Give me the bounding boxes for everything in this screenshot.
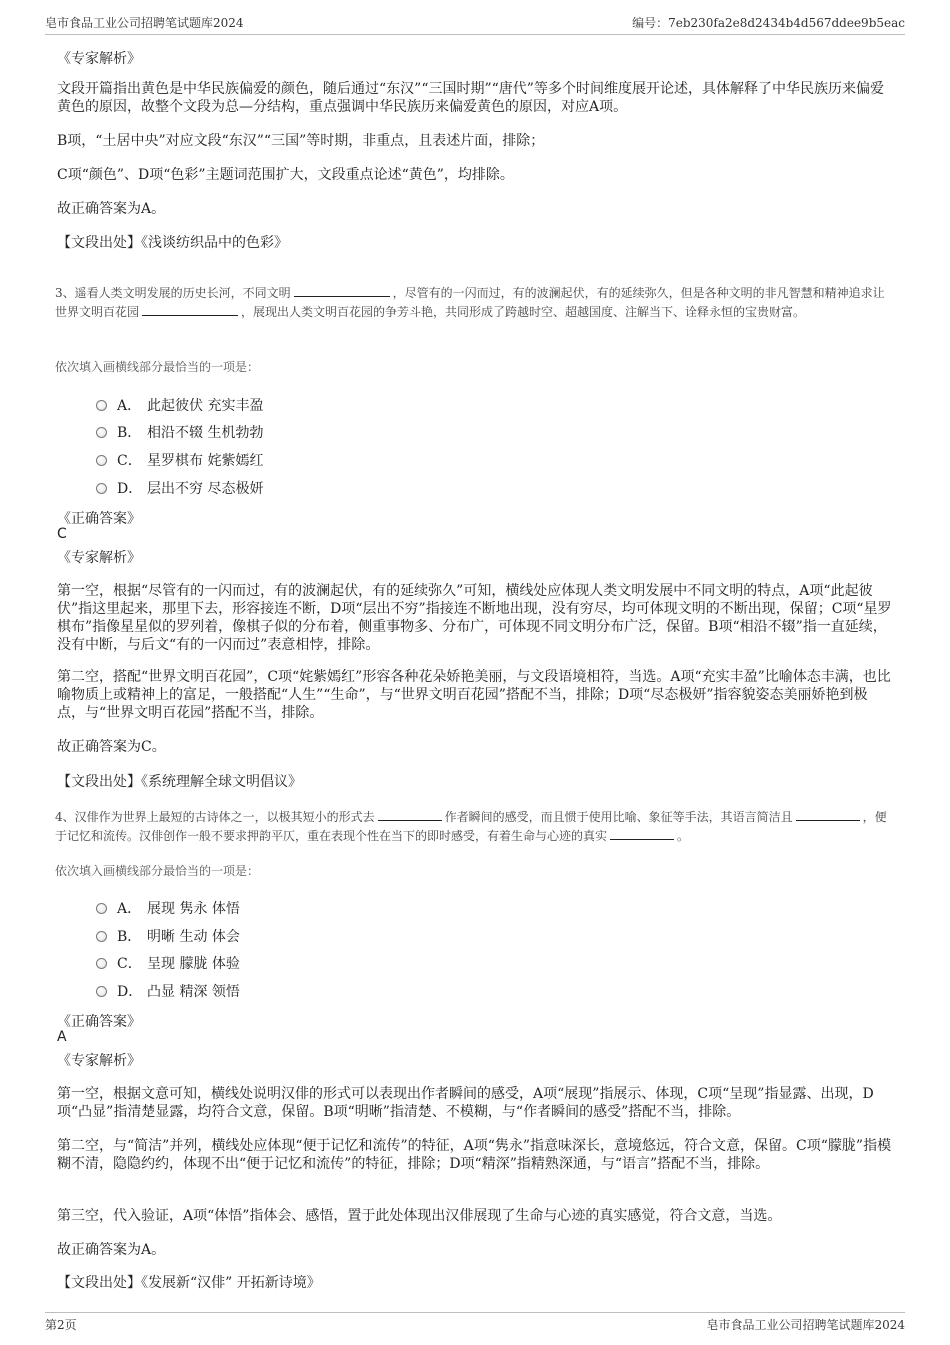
analysis-paragraph: 第二空，搭配“世界文明百花园”，C项“姹紫嫣红”形容各种花朵娇艳美丽，与文段语境相符，当选。A项“充实丰盈”比喻体态丰满，也比喻物质上或精神上的富足，一般搭配“人生”“生命”，与“世界文明百花园”搭配不当，排除；D项“尽态极妍”指容貌姿态美丽娇艳到极点，与“世界文明百花园”搭配不当，排除。: [57, 669, 891, 721]
analysis-paragraph: 文段开篇指出黄色是中华民族偏爱的颜色，随后通过“东汉”“三国时期”“唐代”等多个时间维度展开论述，具体解释了中华民族历来偏爱黄色的原因，故整个文段为总—分结构，重点强调中华民族历来偏爱黄色的原因，对应A项。: [57, 81, 884, 115]
option-c[interactable]: C． 星罗棋布 姹紫嫣红: [96, 450, 263, 470]
radio-icon[interactable]: [96, 958, 107, 969]
analysis-paragraph: 第一空，根据“尽管有的一闪而过，有的波澜起伏，有的延续弥久”可知，横线处应体现人类文明发展中不同文明的特点，A项“此起彼伏”指这里起来，那里下去，形容接连不断，D项“层出不穷”指接连不断地出现，没有穷尽，均可体现文明的不断出现，保留；C项“星罗棋布”指像星星似的罗列着，像棋子似的分布着，侧重事物多、分布广，可体现不同文明分布广泛，保留。B项“相沿不辍”指一直延续，没有中断，与后文“有的一闪而过”表意相悖，排除。: [57, 583, 892, 653]
radio-icon[interactable]: [96, 986, 107, 997]
answer-blank: [796, 808, 860, 821]
source-citation: 【文段出处】《发展新“汉俳” 开拓新诗境》: [57, 1275, 321, 1291]
analysis-paragraph: 第三空，代入验证，A项“体悟”指体会、感悟，置于此处体现出汉俳展现了生命与心迹的真实感觉，符合文意，当选。: [57, 1208, 782, 1224]
answer-statement: 故正确答案为A。: [57, 1242, 166, 1258]
analysis-paragraph: 第二空，与“简洁”并列，横线处应体现“便于记忆和流传”的特征，A项“隽永”指意味深长，意境悠远，符合文意，保留。C项“朦胧”指模糊不清，隐隐约约，体现不出“便于记忆和流传”的特征，排除；D项“精深”指精熟深通，与“语言”搭配不当，排除。: [57, 1138, 892, 1172]
page-footer: [45, 1312, 905, 1335]
source-citation: 【文段出处】《系统理解全球文明倡议》: [57, 774, 302, 790]
question-instruction: 依次填入画横线部分最恰当的一项是：: [55, 360, 260, 374]
header-title: 皂市食品工业公司招聘笔试题库2024: [45, 16, 244, 30]
answer-statement: 故正确答案为C。: [57, 739, 166, 755]
answer-blank: [142, 303, 238, 316]
analysis-label: 《专家解析》: [57, 550, 141, 566]
analysis-paragraph: 第一空，根据文意可知，横线处说明汉俳的形式可以表现出作者瞬间的感受，A项“展现”指展示、体现，C项“呈现”指显露、出现，D项“凸显”指清楚显露，均符合文意，保留。B项“明晰”指清楚、不模糊，与“作者瞬间的感受”搭配不当，排除。: [57, 1086, 874, 1120]
radio-icon[interactable]: [96, 400, 107, 411]
option-b[interactable]: B． 明晰 生动 体会: [96, 926, 240, 946]
correct-answer: A: [57, 1029, 67, 1045]
analysis-paragraph: C项“颜色”、D项“色彩”主题词范围扩大，文段重点论述“黄色”，均排除。: [57, 167, 514, 183]
page-number: 第2页: [45, 1318, 77, 1332]
option-c[interactable]: C． 呈现 朦胧 体验: [96, 953, 240, 973]
question-instruction: 依次填入画横线部分最恰当的一项是：: [55, 864, 260, 878]
radio-icon[interactable]: [96, 903, 107, 914]
radio-icon[interactable]: [96, 931, 107, 942]
answer-blank: [378, 808, 442, 821]
answer-blank: [294, 284, 390, 297]
radio-icon[interactable]: [96, 483, 107, 494]
correct-answer-label: 《正确答案》: [57, 511, 141, 527]
question-stem: 3、遥看人类文明发展的历史长河，不同文明 ，尽管有的一闪而过，有的波澜起伏，有的延续弥久，但是各种文明的非凡智慧和精神追求让世界文明百花园 ，展现出人类文明百花园的争芳斗艳，共同形成了跨越时空、超越国度、注解当下、诠释永恒的宝贵财富。: [55, 286, 885, 319]
option-d[interactable]: D． 凸显 精深 领悟: [96, 981, 240, 1001]
header-code: 编号：7eb230fa2e8d2434b4d567ddee9b5eac: [632, 16, 905, 30]
radio-icon[interactable]: [96, 455, 107, 466]
option-a[interactable]: A． 展现 隽永 体悟: [96, 898, 240, 918]
analysis-paragraph: B项，“土居中央”对应文段“东汉”“三国”等时期，非重点，且表述片面，排除；: [57, 133, 545, 149]
answer-statement: 故正确答案为A。: [57, 201, 166, 217]
footer-title: 皂市食品工业公司招聘笔试题库2024: [706, 1318, 905, 1332]
page-header: [45, 12, 905, 35]
option-d[interactable]: D． 层出不穷 尽态极妍: [96, 478, 263, 498]
question-stem: 4、汉俳作为世界上最短的古诗体之一，以极其短小的形式去 作者瞬间的感受，而且惯于使用比喻、象征等手法，其语言简洁且 ，便于记忆和流传。汉俳创作一般不要求押韵平仄，重在表现个性在当下的即时感受，有着生命与心迹的真实 。: [55, 810, 887, 843]
radio-icon[interactable]: [96, 427, 107, 438]
analysis-label: 《专家解析》: [57, 1053, 141, 1069]
correct-answer-label: 《正确答案》: [57, 1014, 141, 1030]
source-citation: 【文段出处】《浅谈纺织品中的色彩》: [57, 235, 288, 251]
answer-blank: [610, 827, 674, 840]
correct-answer: C: [57, 526, 67, 542]
option-b[interactable]: B． 相沿不辍 生机勃勃: [96, 422, 263, 442]
analysis-label: 《专家解析》: [57, 51, 141, 67]
option-a[interactable]: A． 此起彼伏 充实丰盈: [96, 395, 263, 415]
